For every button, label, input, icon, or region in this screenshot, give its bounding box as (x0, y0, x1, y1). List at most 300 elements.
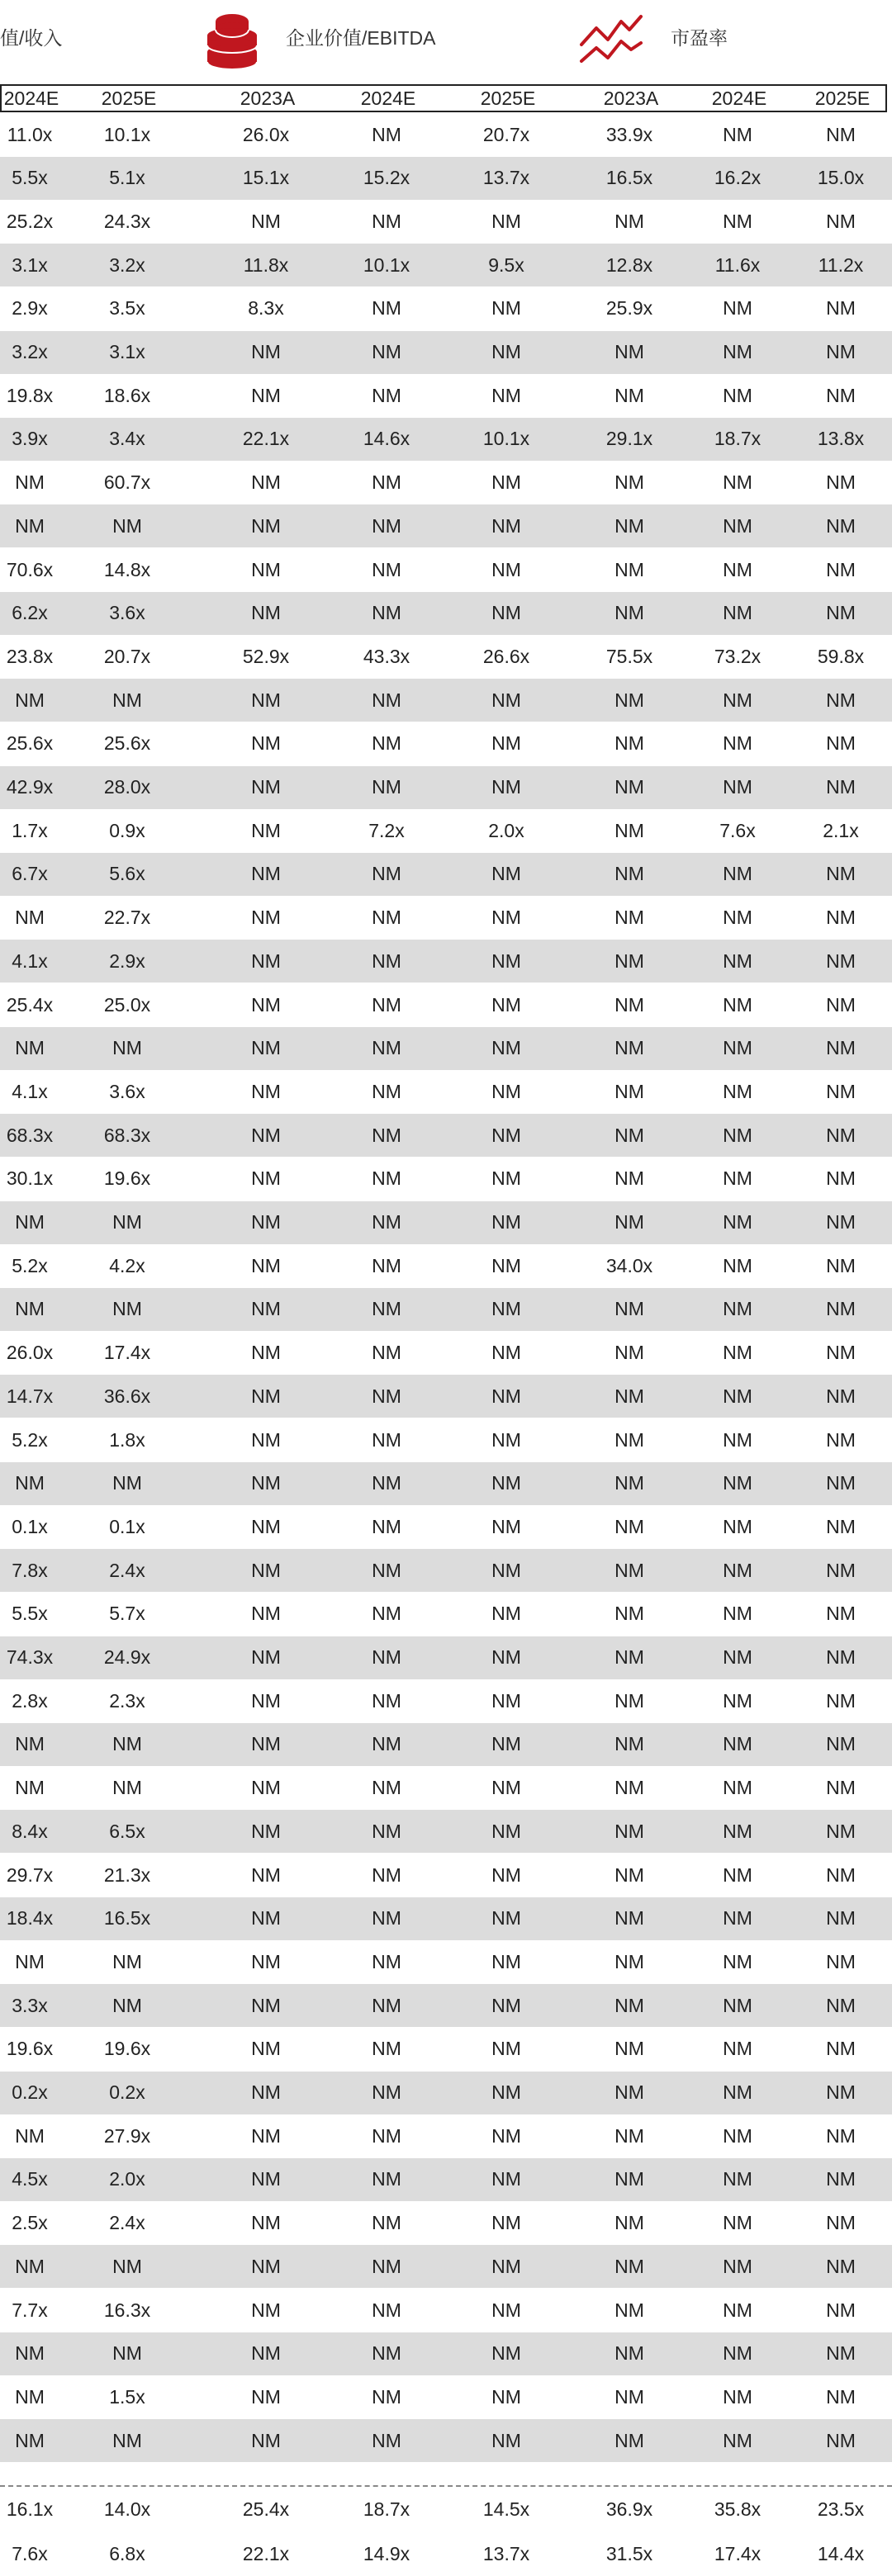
table-cell: NM (251, 1863, 281, 1886)
table-cell: NM (372, 1689, 401, 1712)
table-cell: NM (826, 2255, 856, 2277)
table-cell: 18.7x (714, 428, 762, 450)
table-row (0, 1462, 892, 1505)
table-cell: 22.1x (242, 428, 290, 450)
table-row (0, 1897, 892, 1940)
table-cell: NM (723, 2081, 752, 2103)
table-cell: NM (723, 602, 752, 624)
table-cell: NM (251, 1994, 281, 2016)
table-row (0, 331, 892, 374)
table-cell: NM (372, 297, 401, 320)
table-cell: NM (491, 1385, 521, 1407)
table-cell: NM (614, 1342, 644, 1364)
summary-cell: 31.5x (605, 2542, 653, 2564)
line-chart-icon (578, 13, 644, 69)
table-cell: 25.6x (103, 732, 151, 755)
table-row (0, 2158, 892, 2201)
table-cell: 59.8x (817, 645, 865, 667)
table-cell: NM (112, 1733, 142, 1755)
table-cell: NM (723, 1515, 752, 1537)
table-cell: NM (723, 1646, 752, 1668)
table-cell: NM (112, 514, 142, 537)
table-cell: NM (826, 1428, 856, 1451)
table-cell: NM (614, 1689, 644, 1712)
table-cell: NM (251, 949, 281, 972)
table-cell: 26.6x (482, 645, 530, 667)
table-cell: NM (15, 2255, 45, 2277)
table-cell: NM (614, 1646, 644, 1668)
table-cell: NM (372, 1037, 401, 1059)
table-cell: NM (491, 1559, 521, 1581)
table-cell: NM (826, 1298, 856, 1320)
table-cell: NM (251, 2385, 281, 2408)
table-cell: NM (723, 1472, 752, 1494)
table-cell: NM (826, 1907, 856, 1930)
table-cell: NM (614, 776, 644, 798)
summary-cell: 17.4x (714, 2542, 762, 2564)
table-cell: NM (251, 1515, 281, 1537)
table-cell: NM (826, 1515, 856, 1537)
table-cell: NM (723, 2168, 752, 2190)
table-cell: NM (614, 1472, 644, 1494)
table-cell: NM (826, 776, 856, 798)
table-cell: NM (723, 1777, 752, 1799)
table-cell: NM (112, 1994, 142, 2016)
table-row (0, 1332, 892, 1375)
table-cell: NM (491, 1211, 521, 1233)
table-cell: NM (614, 210, 644, 232)
table-cell: NM (491, 2429, 521, 2451)
table-cell: NM (491, 776, 521, 798)
table-cell: 11.0x (7, 123, 53, 145)
table-cell: NM (251, 1167, 281, 1190)
table-cell: NM (372, 993, 401, 1016)
table-cell: 19.6x (103, 1167, 151, 1190)
table-row (0, 983, 892, 1026)
table-cell: NM (723, 2385, 752, 2408)
table-row (0, 1070, 892, 1113)
table-cell: NM (251, 2038, 281, 2060)
ev-revenue-legend-label: 值/收入 (0, 27, 63, 49)
table-cell: NM (372, 514, 401, 537)
table-cell: NM (723, 1559, 752, 1581)
table-cell: 27.9x (103, 2124, 151, 2147)
table-cell: NM (491, 602, 521, 624)
table-cell: NM (723, 1689, 752, 1712)
table-cell: NM (372, 1646, 401, 1668)
table-cell: NM (614, 1950, 644, 1972)
table-cell: 3.2x (12, 341, 48, 362)
table-cell: NM (251, 863, 281, 885)
table-cell: 16.5x (103, 1907, 151, 1930)
table-cell: 7.8x (12, 1559, 48, 1581)
table-cell: NM (723, 471, 752, 494)
table-cell: NM (491, 1950, 521, 1972)
table-cell: NM (372, 1428, 401, 1451)
table-cell: NM (723, 1124, 752, 1146)
table-cell: NM (614, 1211, 644, 1233)
table-cell: 3.6x (109, 602, 145, 624)
table-cell: NM (723, 1994, 752, 2016)
table-cell: 16.3x (103, 2299, 151, 2321)
table-cell: 73.2x (714, 645, 762, 667)
table-cell: NM (372, 1907, 401, 1930)
table-cell: NM (251, 2429, 281, 2451)
table-cell: NM (614, 2342, 644, 2365)
table-cell: NM (614, 907, 644, 929)
table-cell: NM (251, 689, 281, 711)
table-cell: 3.1x (109, 341, 145, 362)
table-cell: NM (614, 384, 644, 406)
table-cell: NM (372, 907, 401, 929)
column-header: 2025E (101, 87, 157, 109)
table-cell: 11.8x (243, 253, 289, 276)
table-cell: NM (372, 1385, 401, 1407)
table-cell: 3.9x (12, 428, 48, 450)
table-cell: NM (826, 297, 856, 320)
table-cell: 1.8x (109, 1428, 145, 1451)
table-cell: NM (723, 2124, 752, 2147)
table-cell: NM (491, 1167, 521, 1190)
table-row (0, 2072, 892, 2114)
table-cell: 25.4x (6, 993, 54, 1016)
table-cell: NM (614, 1385, 644, 1407)
table-cell: NM (826, 210, 856, 232)
table-cell: NM (614, 2299, 644, 2321)
pe-legend-label: 市盈率 (671, 27, 728, 49)
table-cell: NM (614, 949, 644, 972)
table-cell: 17.4x (103, 1342, 151, 1364)
table-cell: NM (826, 1254, 856, 1276)
table-row (0, 2332, 892, 2375)
table-cell: NM (614, 2038, 644, 2060)
table-cell: 15.2x (363, 167, 410, 189)
table-cell: NM (251, 1211, 281, 1233)
table-cell: 22.7x (103, 907, 151, 929)
summary-row (0, 2531, 892, 2576)
table-cell: NM (723, 1037, 752, 1059)
table-cell: NM (372, 1820, 401, 1842)
table-cell: NM (251, 1950, 281, 1972)
table-cell: NM (491, 341, 521, 362)
table-row (0, 1549, 892, 1592)
table-cell: NM (372, 949, 401, 972)
table-cell: NM (491, 949, 521, 972)
table-cell: NM (826, 907, 856, 929)
table-cell: NM (491, 558, 521, 580)
table-cell: 68.3x (103, 1124, 151, 1146)
summary-cell: 36.9x (605, 2498, 653, 2520)
table-cell: NM (491, 210, 521, 232)
table-cell: 33.9x (605, 123, 653, 145)
table-cell: NM (491, 2255, 521, 2277)
table-row (0, 1984, 892, 2027)
table-cell: NM (372, 1254, 401, 1276)
table-cell: 14.7x (6, 1385, 54, 1407)
table-cell: 18.6x (103, 384, 151, 406)
table-cell: 25.0x (103, 993, 151, 1016)
table-cell: NM (826, 602, 856, 624)
table-cell: NM (614, 1777, 644, 1799)
table-cell: 10.1x (482, 428, 530, 450)
table-cell: NM (251, 1037, 281, 1059)
table-cell: NM (723, 1603, 752, 1625)
legend-bar (0, 0, 892, 83)
table-cell: 25.9x (605, 297, 653, 320)
table-cell: 7.7x (12, 2299, 48, 2321)
table-cell: NM (251, 2168, 281, 2190)
table-cell: NM (826, 471, 856, 494)
table-row (0, 1027, 892, 1070)
table-cell: 5.5x (12, 167, 48, 189)
table-cell: NM (372, 602, 401, 624)
table-cell: NM (251, 1907, 281, 1930)
table-cell: NM (614, 689, 644, 711)
table-row (0, 1593, 892, 1636)
table-cell: NM (15, 2429, 45, 2451)
table-cell: NM (723, 732, 752, 755)
table-cell: 5.5x (12, 1603, 48, 1625)
table-row (0, 1158, 892, 1200)
table-cell: 60.7x (103, 471, 151, 494)
ev-ebitda-legend-label: 企业价值/EBITDA (286, 27, 436, 49)
table-cell: 24.3x (103, 210, 151, 232)
table-row (0, 1723, 892, 1766)
table-cell: 18.4x (6, 1907, 54, 1930)
table-cell: 2.3x (109, 1689, 145, 1712)
table-cell: 0.1x (12, 1515, 48, 1537)
table-cell: 5.1x (109, 167, 145, 189)
table-cell: 7.6x (719, 819, 756, 841)
table-row (0, 548, 892, 591)
summary-cell: 18.7x (363, 2498, 410, 2520)
table-cell: NM (826, 1211, 856, 1233)
table-cell: NM (15, 1298, 45, 1320)
table-cell: NM (723, 776, 752, 798)
table-row (0, 1375, 892, 1418)
table-cell: NM (614, 1037, 644, 1059)
table-cell: NM (372, 1777, 401, 1799)
table-cell: 5.2x (12, 1254, 48, 1276)
table-cell: NM (491, 2385, 521, 2408)
table-cell: NM (251, 1298, 281, 1320)
column-header: 2025E (814, 87, 871, 109)
table-cell: NM (614, 1733, 644, 1755)
table-cell: 15.1x (242, 167, 290, 189)
table-row (0, 287, 892, 330)
summary-cell: 13.7x (482, 2542, 530, 2564)
table-cell: NM (614, 2212, 644, 2234)
table-cell: 24.9x (103, 1646, 151, 1668)
table-cell: NM (723, 1907, 752, 1930)
table-cell: 2.9x (109, 949, 145, 972)
summary-cell: 35.8x (714, 2498, 762, 2520)
table-cell: NM (826, 2299, 856, 2321)
table-cell: NM (251, 341, 281, 362)
table-cell: NM (826, 2342, 856, 2365)
table-row (0, 1767, 892, 1810)
summary-cell: 7.6x (12, 2542, 48, 2564)
table-cell: NM (491, 2299, 521, 2321)
table-cell: NM (372, 210, 401, 232)
table-cell: NM (826, 1167, 856, 1190)
table-cell: NM (723, 514, 752, 537)
table-cell: 16.2x (714, 167, 762, 189)
table-row (0, 2114, 892, 2157)
table-cell: NM (15, 2385, 45, 2408)
table-cell: 1.5x (109, 2385, 145, 2408)
table-cell: NM (491, 471, 521, 494)
table-cell: NM (251, 1254, 281, 1276)
table-row (0, 2202, 892, 2245)
table-cell: NM (251, 776, 281, 798)
table-cell: NM (251, 819, 281, 841)
table-row (0, 200, 892, 243)
table-cell: 34.0x (605, 1254, 653, 1276)
table-cell: NM (614, 2255, 644, 2277)
table-cell: NM (826, 1863, 856, 1886)
table-cell: 10.1x (103, 123, 151, 145)
table-row (0, 766, 892, 809)
table-row (0, 1854, 892, 1896)
table-cell: NM (491, 1124, 521, 1146)
column-header: 2024E (3, 87, 59, 109)
table-cell: 13.7x (482, 167, 530, 189)
table-cell: NM (251, 2212, 281, 2234)
table-cell: NM (723, 1428, 752, 1451)
table-cell: NM (491, 1863, 521, 1886)
table-cell: NM (491, 1515, 521, 1537)
table-cell: NM (372, 2081, 401, 2103)
table-cell: NM (826, 2212, 856, 2234)
table-cell: NM (826, 1037, 856, 1059)
table-cell: NM (723, 2038, 752, 2060)
table-cell: NM (251, 993, 281, 1016)
table-cell: NM (491, 993, 521, 1016)
table-cell: NM (723, 341, 752, 362)
table-cell: NM (491, 1646, 521, 1668)
table-cell: NM (614, 471, 644, 494)
table-cell: NM (723, 2429, 752, 2451)
table-cell: NM (826, 2429, 856, 2451)
table-cell: NM (614, 1167, 644, 1190)
table-cell: 3.2x (109, 253, 145, 276)
table-cell: NM (251, 1689, 281, 1712)
table-cell: NM (372, 2299, 401, 2321)
table-cell: NM (723, 863, 752, 885)
table-cell: 20.7x (103, 645, 151, 667)
table-cell: 0.2x (109, 2081, 145, 2103)
table-cell: NM (491, 2124, 521, 2147)
table-cell: NM (251, 2124, 281, 2147)
table-row (0, 1288, 892, 1331)
table-cell: NM (372, 2212, 401, 2234)
table-cell: NM (372, 1211, 401, 1233)
table-cell: NM (251, 1342, 281, 1364)
table-cell: NM (251, 2342, 281, 2365)
table-cell: NM (15, 689, 45, 711)
table-cell: NM (826, 1124, 856, 1146)
table-cell: 4.5x (12, 2168, 48, 2190)
table-row (0, 1810, 892, 1853)
table-cell: 28.0x (103, 776, 151, 798)
table-row (0, 635, 892, 678)
table-cell: NM (826, 863, 856, 885)
table-cell: NM (112, 1298, 142, 1320)
table-cell: NM (372, 732, 401, 755)
table-cell: NM (372, 1863, 401, 1886)
table-cell: 3.3x (12, 1994, 48, 2016)
table-cell: 25.6x (6, 732, 54, 755)
table-cell: NM (723, 907, 752, 929)
table-cell: NM (723, 2212, 752, 2234)
table-cell: NM (251, 1385, 281, 1407)
table-cell: NM (251, 1777, 281, 1799)
table-cell: NM (372, 2342, 401, 2365)
table-cell: NM (372, 2429, 401, 2451)
table-cell: NM (491, 1689, 521, 1712)
table-cell: 19.8x (6, 384, 54, 406)
table-cell: 6.7x (12, 863, 48, 885)
table-cell: NM (372, 1733, 401, 1755)
table-cell: NM (491, 863, 521, 885)
table-cell: 74.3x (6, 1646, 54, 1668)
table-cell: 0.9x (109, 819, 145, 841)
table-cell: NM (491, 2168, 521, 2190)
table-cell: NM (614, 1124, 644, 1146)
table-row (0, 1418, 892, 1461)
table-cell: NM (491, 689, 521, 711)
table-row (0, 897, 892, 940)
table-cell: NM (372, 1559, 401, 1581)
table-cell: NM (614, 341, 644, 362)
table-cell: NM (826, 1689, 856, 1712)
table-cell: NM (491, 1037, 521, 1059)
table-cell: NM (614, 602, 644, 624)
table-row (0, 418, 892, 461)
table-cell: NM (826, 2124, 856, 2147)
table-cell: NM (826, 1559, 856, 1581)
table-cell: 36.6x (103, 1385, 151, 1407)
table-cell: NM (112, 689, 142, 711)
table-cell: NM (723, 1211, 752, 1233)
table-row (0, 722, 892, 765)
table-cell: NM (15, 471, 45, 494)
table-cell: 3.6x (109, 1080, 145, 1102)
table-cell: NM (826, 1342, 856, 1364)
summary-cell: 25.4x (242, 2498, 290, 2520)
table-cell: NM (614, 1820, 644, 1842)
table-cell: NM (112, 1472, 142, 1494)
table-cell: 2.8x (12, 1689, 48, 1712)
table-cell: NM (251, 384, 281, 406)
table-cell: NM (251, 1080, 281, 1102)
table-cell: NM (112, 1037, 142, 1059)
table-cell: NM (251, 1559, 281, 1581)
table-cell: NM (112, 1777, 142, 1799)
table-cell: NM (491, 1342, 521, 1364)
table-cell: 3.1x (12, 253, 48, 276)
table-row (0, 1679, 892, 1722)
table-cell: 29.7x (6, 1863, 54, 1886)
table-cell: NM (372, 1167, 401, 1190)
table-cell: 9.5x (488, 253, 524, 276)
table-cell: NM (614, 2081, 644, 2103)
column-header: 2023A (603, 87, 659, 109)
table-cell: NM (251, 514, 281, 537)
table-cell: 4.2x (109, 1254, 145, 1276)
table-cell: NM (614, 1994, 644, 2016)
